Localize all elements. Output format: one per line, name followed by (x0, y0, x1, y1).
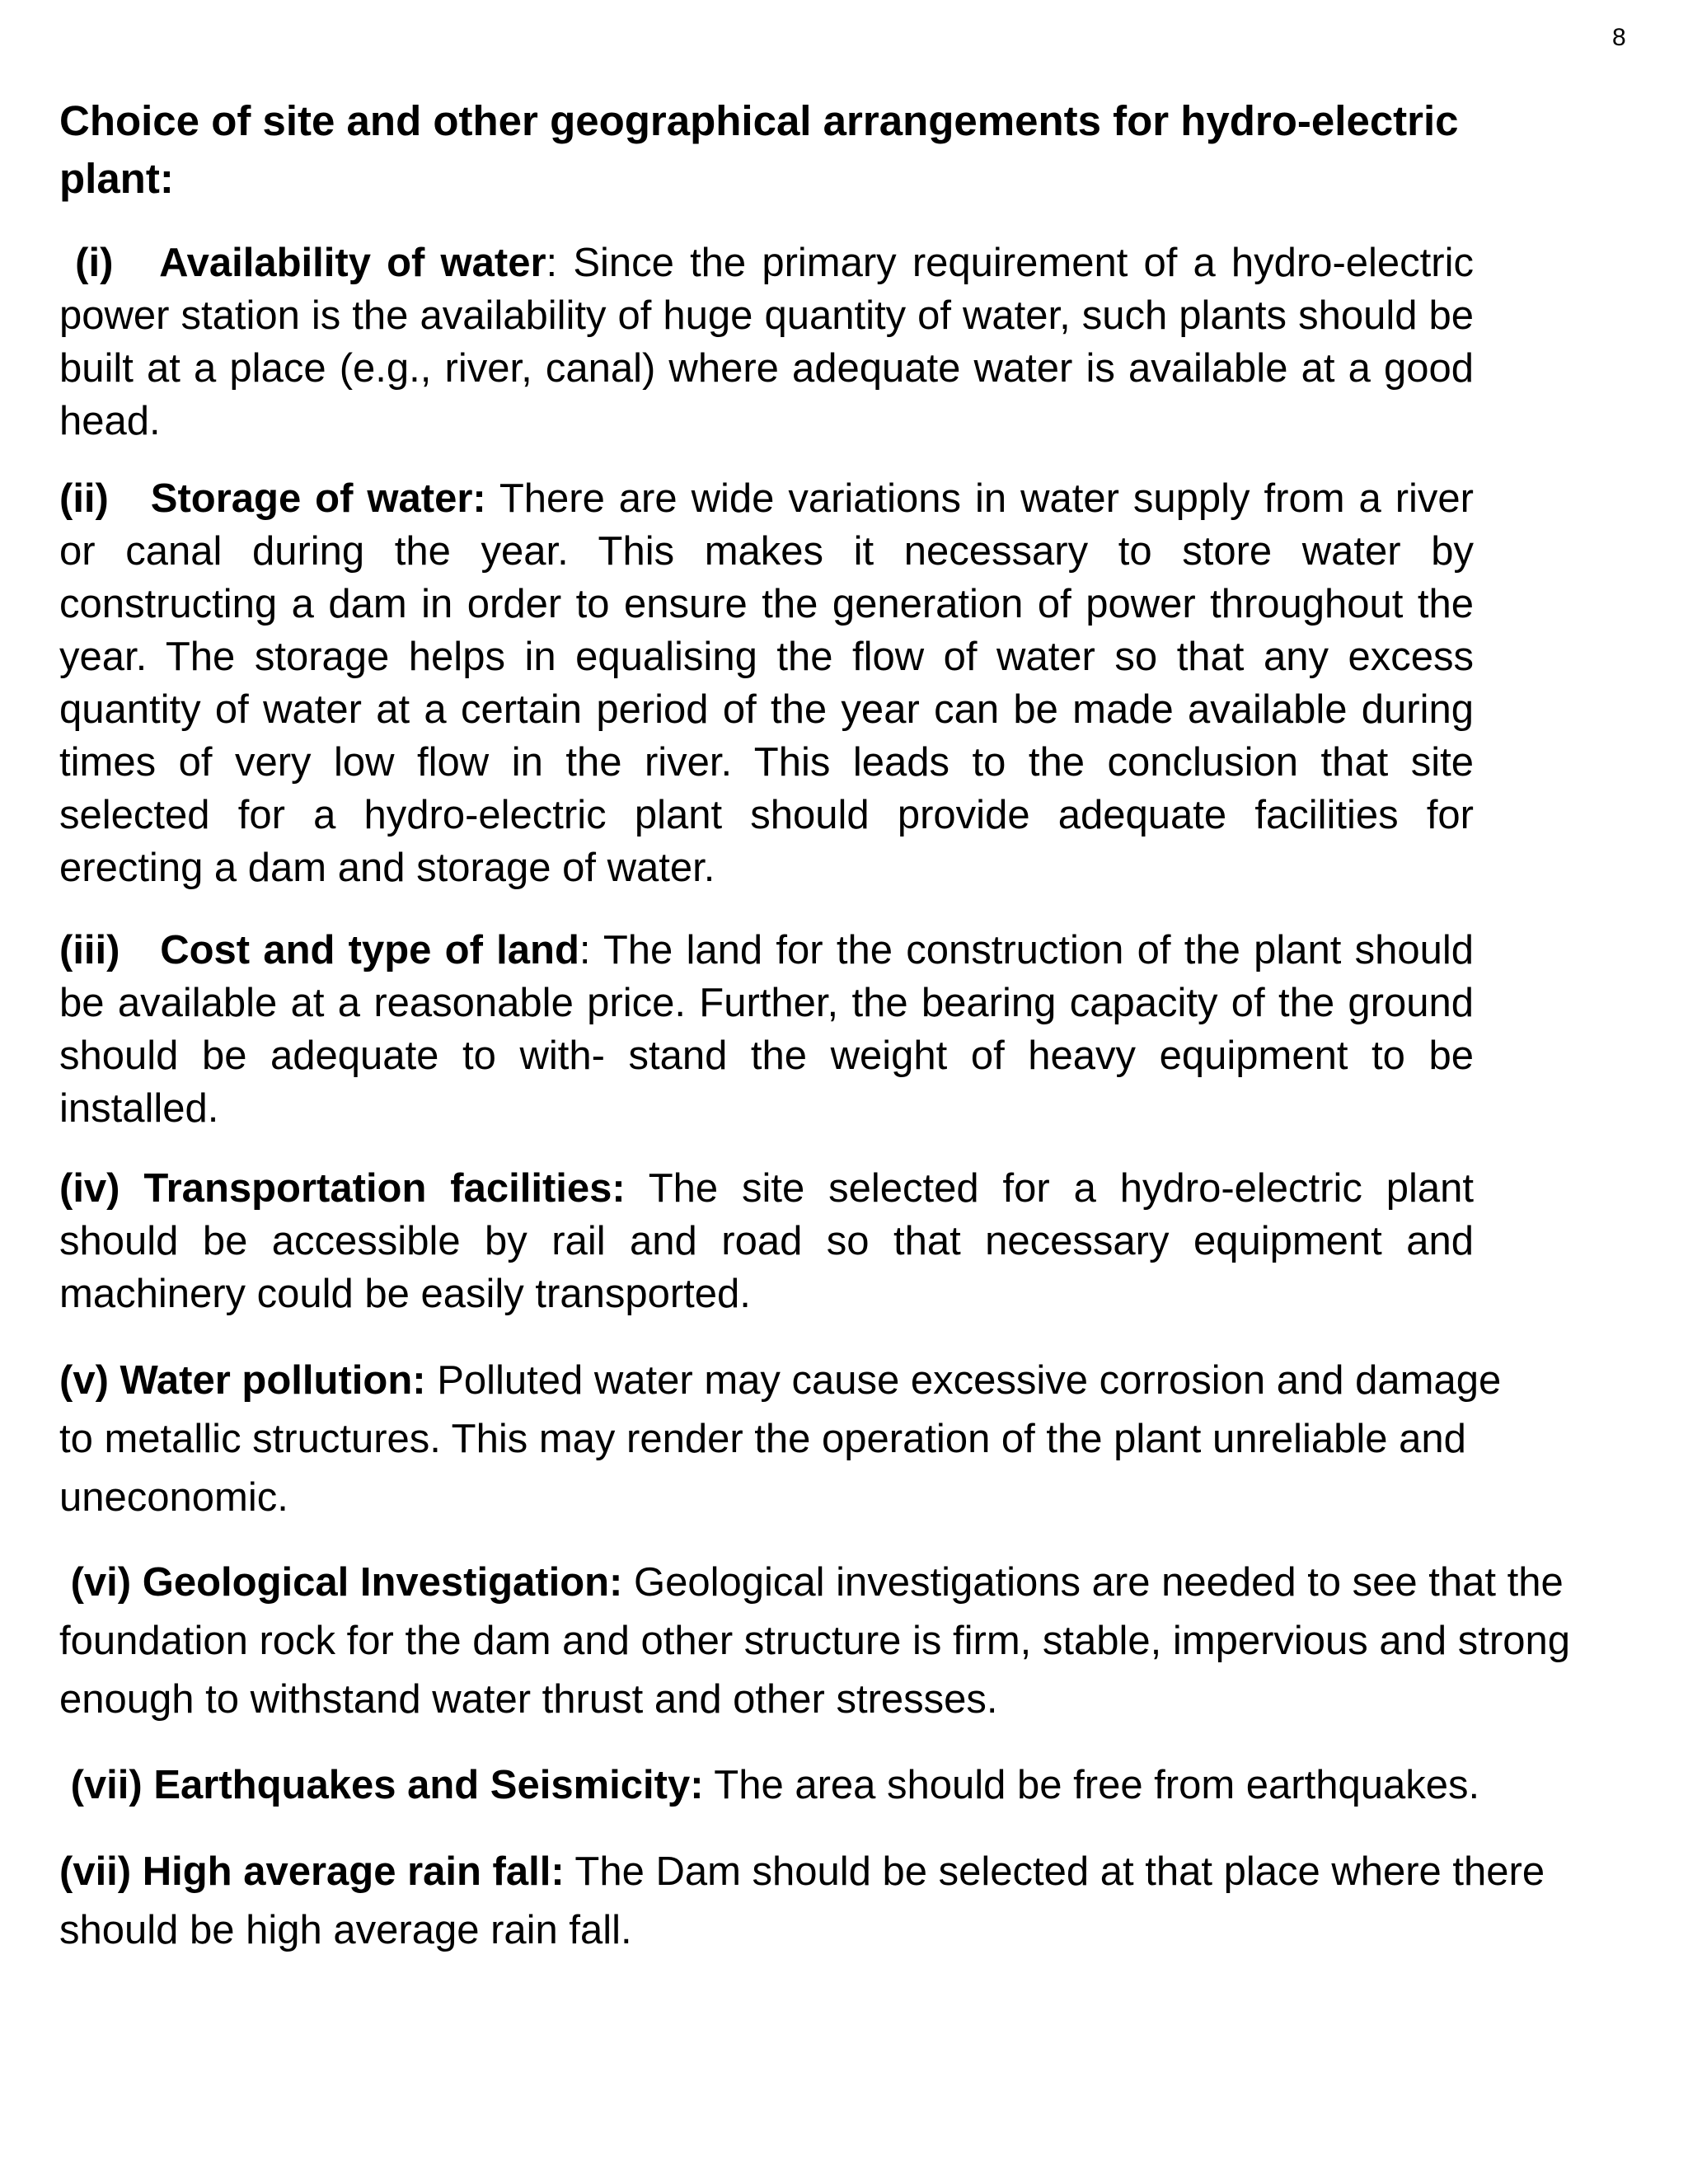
item-heading: Transportation facilities: (143, 1166, 626, 1211)
page-number: 8 (1612, 24, 1626, 51)
item-body: The land for the construction of the plant should be available at a reasonable price. Further, the bearing capacity of the ground should be adequate to with- stand the weight of heavy equipment to be installed. (59, 928, 1474, 1131)
item-number: (v) (59, 1358, 120, 1403)
item-body: There are wide variations in water supply from a river or canal during the year. This makes it necessary to store water by constructing a dam in order to ensure the generation of power throughout the year. The storage helps in equalising the flow of water so that any excess quantity of water at a certain period of the year can be made available during times of very low flow in the river. This leads to the conclusion that site selected for a hydro-electric plant should provide adequate facilities for erecting a dam and storage of water. (59, 476, 1474, 890)
item-heading: Cost and type of land (160, 928, 579, 972)
item-body: The site selected for a hydro-electric plant should be accessible by rail and road so that necessary equipment and machinery could be easily transported. (59, 1166, 1474, 1316)
item-number: (i) (59, 241, 160, 285)
item-heading: Availability of water (159, 241, 546, 285)
item-transportation-facilities (59, 1162, 1474, 1320)
item-heading: Water pollution: (120, 1358, 426, 1403)
item-water-pollution (59, 1352, 1510, 1527)
item-number: (iv) (59, 1166, 144, 1211)
item-heading: Geological Investigation: (142, 1560, 623, 1605)
page-title: Choice of site and other geographical arrangements for hydro-electric plant: (59, 97, 1459, 202)
item-body: Geological investigations are needed to see that the foundation rock for the dam and other structure is firm, stable, impervious and strong enough to withstand water thrust and other stresses. (59, 1560, 1570, 1722)
item-number: (vii) (59, 1763, 154, 1807)
item-body: Polluted water may cause excessive corrosion and damage to metallic structures. This may render the operation of the plant unreliable and uneconomic. (59, 1358, 1502, 1520)
item-body: The area should be free from earthquakes. (703, 1763, 1480, 1807)
item-earthquakes-and-seismicity (59, 1756, 1658, 1815)
item-number: (iii) (59, 928, 161, 972)
item-heading: Storage of water: (150, 476, 486, 521)
item-separator: : (579, 928, 591, 972)
item-heading: Earthquakes and Seismicity: (153, 1763, 704, 1807)
item-heading: High average rain fall: (142, 1849, 565, 1894)
item-number: (vi) (59, 1560, 143, 1605)
item-body: Since the primary requirement of a hydro-electric power station is the availability of huge quantity of water, such plants should be built at a place (e.g., river, canal) where adequate water is available at a good head. (59, 241, 1474, 443)
item-geological-investigation (59, 1554, 1576, 1729)
item-availability-of-water (59, 237, 1474, 448)
item-number: (vii) (59, 1849, 143, 1894)
item-high-average-rain-fall (59, 1843, 1592, 1960)
item-separator: : (546, 241, 558, 285)
item-cost-and-type-of-land (59, 924, 1474, 1135)
item-number: (ii) (59, 476, 151, 521)
item-storage-of-water (59, 472, 1474, 894)
item-body: The Dam should be selected at that place where there should be high average rain fall. (59, 1849, 1545, 1952)
